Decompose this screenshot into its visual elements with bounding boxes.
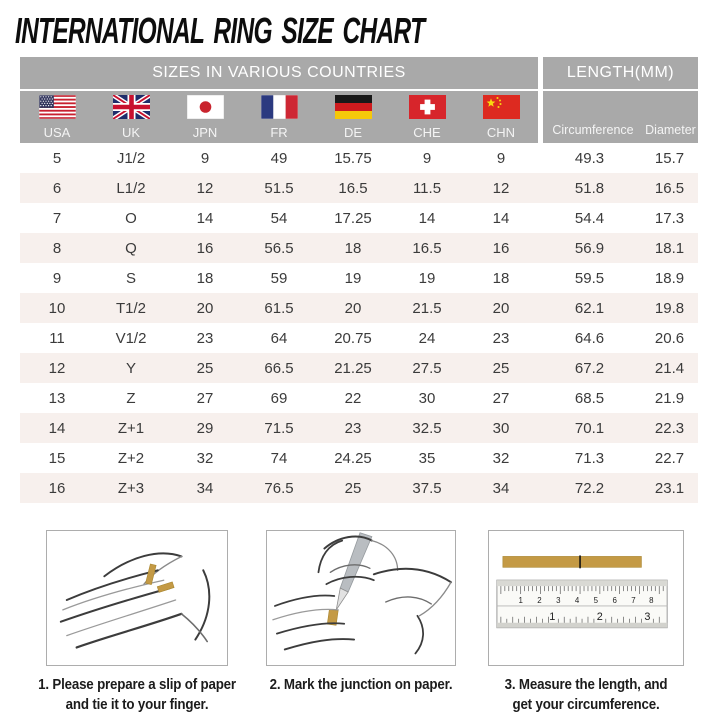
cell-usa: 15 — [48, 449, 66, 467]
cell-de: 25 — [344, 479, 362, 497]
cell-diameter: 22.3 — [654, 419, 685, 437]
cell-uk: Z+2 — [117, 449, 145, 467]
usa-flag-icon — [39, 95, 76, 119]
cell-circumference: 64.6 — [574, 329, 605, 347]
svg-text:3: 3 — [644, 610, 651, 623]
svg-text:2: 2 — [596, 610, 603, 623]
cell-diameter: 18.1 — [654, 239, 685, 257]
cell-de: 16.5 — [338, 179, 368, 197]
cell-circumference: 70.1 — [574, 419, 605, 437]
cell-circumference: 68.5 — [574, 389, 605, 407]
cell-usa: 12 — [48, 359, 66, 377]
table-row — [20, 143, 698, 173]
step-caption: 3. Measure the length, and get your circumference. — [504, 677, 668, 713]
country-column-usa — [20, 91, 94, 143]
cell-circumference: 72.2 — [574, 479, 605, 497]
table-group-header — [20, 57, 698, 89]
cell-de: 15.75 — [334, 149, 372, 167]
svg-text:1: 1 — [518, 595, 523, 605]
step-3 — [482, 530, 690, 715]
pen-marking-junction-illustration — [266, 530, 456, 666]
svg-text:2: 2 — [537, 595, 542, 605]
country-column-chn — [464, 91, 538, 143]
cell-diameter: 15.7 — [654, 149, 685, 167]
cell-de: 23 — [344, 419, 362, 437]
cell-diameter: 16.5 — [654, 179, 685, 197]
hand-with-paper-strip-icon — [47, 530, 227, 666]
group-header-sizes: SIZES IN VARIOUS COUNTRIES — [20, 57, 538, 89]
cell-uk: Z — [126, 389, 136, 407]
measuring-instructions — [0, 530, 720, 720]
cell-chn: 20 — [492, 299, 510, 317]
cell-diameter: 19.8 — [654, 299, 685, 317]
cell-uk: Z+3 — [117, 479, 145, 497]
cell-de: 19 — [344, 269, 362, 287]
uk-flag-icon — [113, 95, 150, 119]
cell-chn: 34 — [492, 479, 510, 497]
cell-de: 18 — [344, 239, 362, 257]
cell-jpn: 18 — [196, 269, 214, 287]
table-row — [20, 203, 698, 233]
page-title: INTERNATIONAL RING SIZE CHART — [15, 10, 425, 51]
pen-marking-icon — [267, 530, 455, 666]
switzerland-flag-icon — [409, 95, 446, 119]
table-row — [20, 293, 698, 323]
cell-fr: 56.5 — [264, 239, 294, 257]
cell-usa: 14 — [48, 419, 66, 437]
svg-text:8: 8 — [649, 595, 654, 605]
cell-uk: S — [125, 269, 136, 287]
cell-fr: 64 — [270, 329, 288, 347]
group-header-length: LENGTH(MM) — [543, 57, 698, 89]
cell-fr: 76.5 — [264, 479, 294, 497]
cell-chn: 18 — [492, 269, 510, 287]
cell-jpn: 20 — [196, 299, 214, 317]
length-columns — [543, 91, 698, 143]
cell-fr: 74 — [270, 449, 288, 467]
table-row — [20, 173, 698, 203]
cell-uk: Y — [125, 359, 136, 377]
table-row — [20, 413, 698, 443]
cell-chn: 14 — [492, 209, 510, 227]
cell-uk: Q — [125, 239, 137, 257]
cell-usa: 5 — [52, 149, 62, 167]
country-label: DE — [343, 125, 363, 140]
cell-jpn: 32 — [196, 449, 214, 467]
cell-uk: V1/2 — [115, 329, 147, 347]
country-columns — [20, 91, 538, 143]
cell-de: 20 — [344, 299, 362, 317]
cell-che: 19 — [418, 269, 436, 287]
cell-fr: 59 — [270, 269, 288, 287]
cell-de: 21.25 — [334, 359, 372, 377]
cell-che: 9 — [422, 149, 432, 167]
cell-fr: 69 — [270, 389, 288, 407]
step-caption: 2. Mark the junction on paper. — [269, 677, 453, 693]
cell-de: 17.25 — [334, 209, 372, 227]
cell-circumference: 67.2 — [574, 359, 605, 377]
cell-che: 30 — [418, 389, 436, 407]
country-column-uk — [94, 91, 168, 143]
cell-circumference: 49.3 — [574, 149, 605, 167]
cell-usa: 8 — [52, 239, 62, 257]
step-2 — [256, 530, 466, 695]
china-flag-icon — [483, 95, 520, 119]
cell-chn: 25 — [492, 359, 510, 377]
cell-circumference: 62.1 — [574, 299, 605, 317]
cell-che: 21.5 — [412, 299, 442, 317]
country-label: USA — [43, 125, 71, 140]
cell-chn: 9 — [496, 149, 506, 167]
cell-diameter: 21.9 — [654, 389, 685, 407]
cell-uk: T1/2 — [115, 299, 146, 317]
svg-text:7: 7 — [631, 595, 636, 605]
svg-text:6: 6 — [612, 595, 617, 605]
cell-che: 32.5 — [412, 419, 442, 437]
country-label: FR — [270, 125, 288, 140]
table-row — [20, 473, 698, 503]
germany-flag-icon — [335, 95, 372, 119]
country-column-fr — [242, 91, 316, 143]
cell-usa: 9 — [52, 269, 62, 287]
cell-usa: 7 — [52, 209, 62, 227]
cell-che: 16.5 — [412, 239, 442, 257]
diameter-column-header: Diameter — [645, 123, 696, 137]
cell-diameter: 20.6 — [654, 329, 685, 347]
cell-jpn: 23 — [196, 329, 214, 347]
cell-circumference: 59.5 — [574, 269, 605, 287]
cell-diameter: 21.4 — [654, 359, 685, 377]
cell-jpn: 12 — [196, 179, 214, 197]
cell-chn: 12 — [492, 179, 510, 197]
size-chart-table — [20, 57, 698, 503]
cell-chn: 30 — [492, 419, 510, 437]
country-label: UK — [121, 125, 141, 140]
svg-text:4: 4 — [574, 595, 580, 605]
table-row — [20, 353, 698, 383]
step-caption: 1. Please prepare a slip of paper and tie it to your finger. — [38, 677, 236, 713]
svg-text:1: 1 — [549, 610, 556, 623]
cell-circumference: 56.9 — [574, 239, 605, 257]
cell-usa: 11 — [49, 329, 65, 347]
country-label: CHN — [486, 125, 516, 140]
country-column-jpn — [168, 91, 242, 143]
cell-jpn: 9 — [200, 149, 210, 167]
cell-fr: 66.5 — [264, 359, 294, 377]
cell-circumference: 51.8 — [574, 179, 605, 197]
svg-text:3: 3 — [556, 595, 561, 605]
cell-de: 22 — [344, 389, 362, 407]
cell-jpn: 16 — [196, 239, 214, 257]
svg-text:5: 5 — [593, 595, 599, 605]
cell-circumference: 71.3 — [574, 449, 605, 467]
france-flag-icon — [261, 95, 298, 119]
table-row — [20, 323, 698, 353]
cell-jpn: 34 — [196, 479, 214, 497]
cell-chn: 16 — [492, 239, 510, 257]
cell-de: 24.25 — [334, 449, 372, 467]
cell-che: 14 — [418, 209, 436, 227]
table-body — [20, 143, 698, 503]
ruler-icon — [489, 530, 683, 666]
cell-chn: 23 — [492, 329, 510, 347]
circumference-column-header: Circumference — [552, 123, 634, 137]
cell-fr: 61.5 — [264, 299, 294, 317]
table-country-header — [20, 91, 698, 143]
cell-diameter: 22.7 — [654, 449, 685, 467]
hand-with-paper-strip-illustration — [46, 530, 228, 666]
cell-jpn: 25 — [196, 359, 214, 377]
table-row — [20, 443, 698, 473]
cell-diameter: 18.9 — [654, 269, 685, 287]
country-label: CHE — [413, 125, 441, 140]
cell-chn: 32 — [492, 449, 510, 467]
cell-uk: O — [125, 209, 137, 227]
cell-de: 20.75 — [334, 329, 372, 347]
cell-che: 37.5 — [412, 479, 442, 497]
cell-che: 11.5 — [412, 179, 442, 197]
table-row — [20, 383, 698, 413]
country-column-de — [316, 91, 390, 143]
table-row — [20, 263, 698, 293]
cell-usa: 13 — [48, 389, 66, 407]
cell-uk: J1/2 — [116, 149, 146, 167]
cell-che: 35 — [418, 449, 436, 467]
cell-che: 24 — [418, 329, 436, 347]
cell-usa: 16 — [48, 479, 66, 497]
cell-usa: 10 — [48, 299, 66, 317]
country-column-che — [390, 91, 464, 143]
cell-usa: 6 — [52, 179, 62, 197]
cell-fr: 49 — [270, 149, 288, 167]
cell-diameter: 23.1 — [654, 479, 685, 497]
cell-circumference: 54.4 — [574, 209, 605, 227]
cell-diameter: 17.3 — [654, 209, 685, 227]
cell-fr: 71.5 — [264, 419, 294, 437]
cell-jpn: 14 — [196, 209, 214, 227]
cell-jpn: 27 — [196, 389, 214, 407]
step-1 — [28, 530, 246, 715]
cell-fr: 54 — [270, 209, 288, 227]
table-row — [20, 233, 698, 263]
cell-jpn: 29 — [196, 419, 214, 437]
ruler-measuring-illustration — [488, 530, 684, 666]
country-label: JPN — [192, 125, 218, 140]
cell-che: 27.5 — [412, 359, 442, 377]
cell-uk: Z+1 — [117, 419, 145, 437]
cell-fr: 51.5 — [264, 179, 294, 197]
japan-flag-icon — [187, 95, 224, 119]
cell-uk: L1/2 — [116, 179, 146, 197]
cell-chn: 27 — [492, 389, 510, 407]
